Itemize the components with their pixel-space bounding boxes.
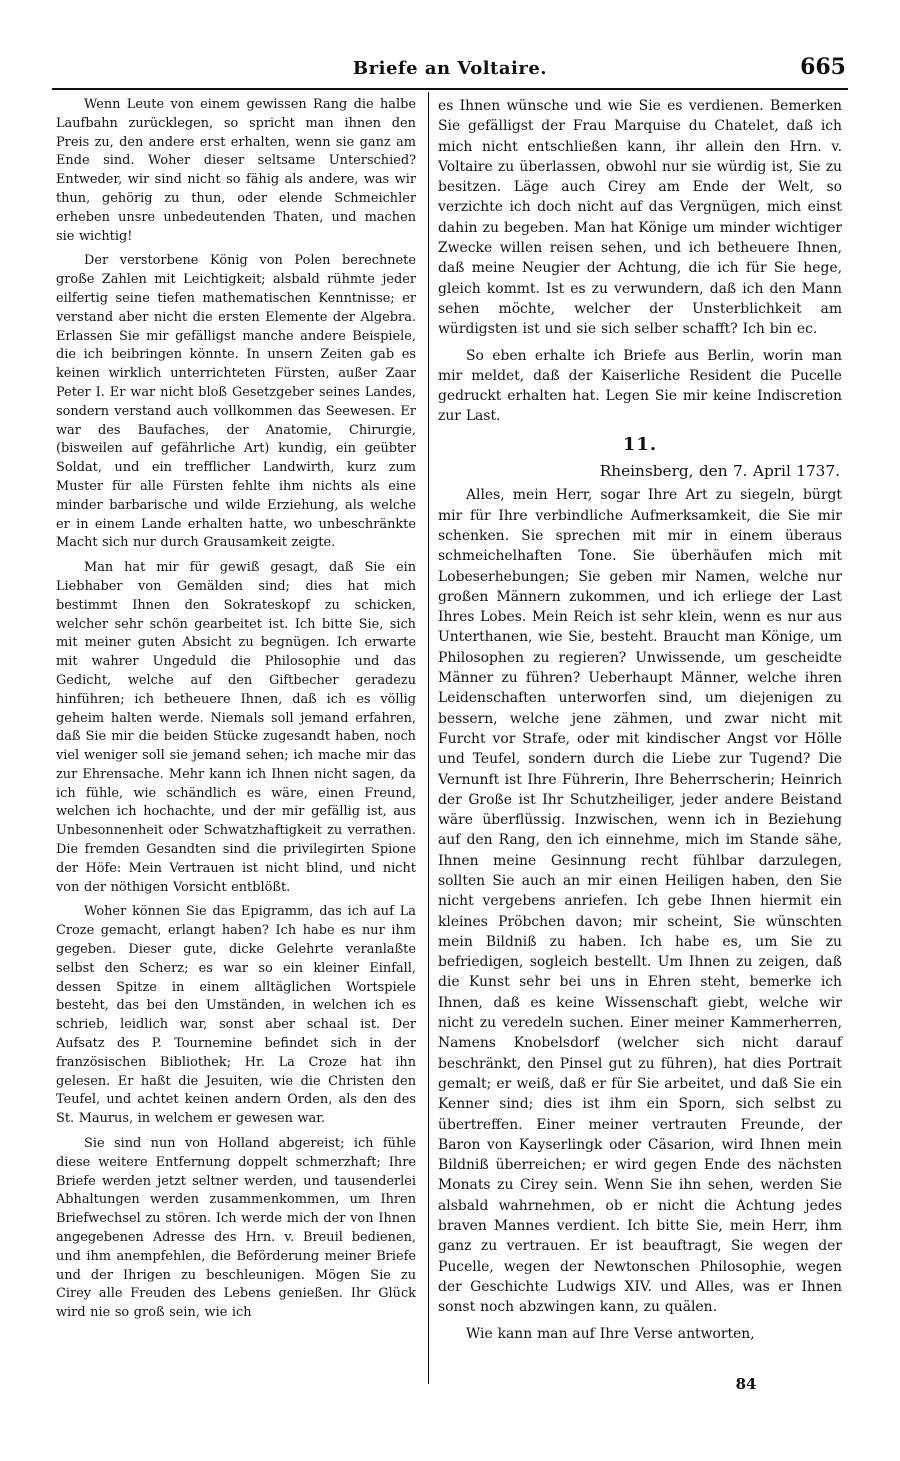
paragraph: Alles, mein Herr, sogar Ihre Art zu siegeln, bürgt mir für Ihre verbindliche Aufmerksamkeit, die Sie mir schenken. Sie sprechen mit mir in einem überaus schmeichelhaften Tone. Sie überhäufen mich mit Lobeserhebungen; Sie geben mir Namen, welche nur großen Männern zukommen, und ich erliege der Last Ihres Lobes. Mein Reich ist sehr klein, wenn es nur aus Unterthanen, wie Sie, besteht. Braucht man Könige, um Philosophen zu regieren? Unwissende, um gescheidte Männer zu führen? Ueberhaupt Männer, welche ihren Leidenschaften unterworfen sind, um diejenigen zu bessern, welche jene zähmen, und zwar nicht mit Furcht vor Strafe, oder mit kindischer Angst vor Hölle und Teufel, sondern durch die Liebe zur Tugend? Die Vernunft ist Ihre Führerin, Ihre Beherrscherin; Heinrich der Große ist Ihr Schutzheiliger, jeder andere Beistand wäre überflüssig. Inzwischen, wenn ich in Beziehung auf den Rang, den ich einnehme, mich im Stande sähe, Ihnen meine Gesinnung recht fühlbar darzulegen, sollten Sie auch an mir einen Heiligen haben, den Sie nicht vergebens anriefen. Ich gebe Ihnen hiermit ein kleines Pröbchen davon; mir scheint, Sie wünschten mein Bildniß zu haben. Ich habe es, um Sie zu befriedigen, sogleich bestellt. Um Ihnen zu zeigen, daß die Kunst sehr bei uns in Ehren steht, bemerke ich Ihnen, daß es keine Wissenschaft giebt, welche wir nicht zu veredeln suchen. Einer meiner Kammerherren, Namens Knobelsdorf (welcher sich nicht darauf beschränkt, den Pinsel gut zu führen), hat dies Portrait gemalt; er weiß, daß er für Sie arbeitet, und daß Sie ein Kenner sind; dies ist ihm ein Sporn, sich selbst zu übertreffen. Einer meiner vertrauten Freunde, der Baron von Kayserlingk oder Cäsarion, wird Ihnen mein Bildniß überreichen; er wird gegen Ende des nächsten Monats zu Cirey sein. Wenn Sie ihn sehen, werden Sie alsbald wahrnehmen, ob er nicht die Achtung jedes braven Mannes verdient. Ich bitte Sie, mein Herr, ihm ganz zu vertrauen. Er ist beauftragt, Sie wegen der Pucelle, wegen der Newtonschen Philosophie, wegen der Geschichte Ludwigs XIV. und Alles, was er Ihnen sonst noch abzwingen kann, zu quälen. [438,487,842,1316]
right-column [438,96,842,1350]
dateline: Rheinsberg, den 7. April 1737. [599,462,840,481]
letter-number: 11. [622,433,658,455]
paragraph: Wie kann man auf Ihre Verse antworten, [466,1325,755,1342]
left-column [56,96,416,1329]
column-divider [428,92,429,1384]
running-header [52,56,848,82]
header-rule [52,88,848,90]
paragraph: Wenn Leute von einem gewissen Rang die halbe Laufbahn zurücklegen, so spricht man ihnen den Preis zu, den andere erst erhalten, wenn sie ganz am Ende sind. Woher dieser seltsame Unterschied? Entweder, wir sind nicht so fähig als andere, was wir thun, gehörig zu thun, oder elende Schmeichler erheben unsre unbedeutenden Thaten, und machen sie wichtig! [56,97,416,244]
paragraph: Woher können Sie das Epigramm, das ich auf La Croze gemacht, erlangt haben? Ich habe es nur ihm gegeben. Dieser gute, dicke Gelehrte veranlaßte selbst den Scherz; es war so ein kleiner Einfall, dessen Spitze in einem alltäglichen Wortspiele besteht, das bei den Umständen, in welchen ich es schrieb, leidlich war, sonst aber schaal ist. Der Aufsatz des P. Tournemine befindet sich in der französischen Bibliothek; Hr. La Croze hat ihn gelesen. Er haßt die Jesuiten, wie die Christen den Teufel, und achtet keinen andern Orden, als den des St. Maurus, in welchem er gewesen war. [56,904,416,1127]
paragraph: Der verstorbene König von Polen berechnete große Zahlen mit Leichtigkeit; alsbald rühmte jeder eilfertig seine tiefen mathematischen Kenntnisse; er verstand aber nicht die ersten Elemente der Algebra. Erlassen Sie mir gefälligst manche andere Beispiele, die ich beibringen könnte. In unsern Zeiten gab es keinen wirklich unterrichteten Fürsten, außer Zaar Peter I. Er war nicht bloß Gesetzgeber seines Landes, sondern verstand auch vollkommen das Seewesen. Er war des Baufaches, der Anatomie, Chirurgie, (bisweilen auf gefährliche Art) kundig, ein geübter Soldat, und ein trefflicher Landwirth, kurz zum Muster für alle Fürsten fehlte ihm nichts als eine minder barbarische und wilde Erziehung, als welche er in einem Lande erhalten hatte, wo unbeschränkte Macht sich nur durch Grausamkeit zeigte. [56,253,416,551]
paragraph-continuation: es Ihnen wünsche und wie Sie es verdienen. Bemerken Sie gefälligst der Frau Marquise du Chatelet, daß ich mich nicht entschließen kann, ihr allein den Hrn. v. Voltaire zu überlassen, obwohl nur sie würdig ist, Sie zu besitzen. Läge auch Cirey am Ende der Welt, so verzichte ich doch nicht auf das Vergnügen, mich einst dahin zu begeben. Man hat Könige um minder wichtiger Zwecke willen reisen sehen, und ich betheuere Ihnen, daß meine Neugier der Achtung, die ich für Sie hege, gleich kommt. Ist es zu verwundern, daß ich den Mann sehen möchte, welcher der Unsterblichkeit am würdigsten ist und sie sich selber schafft? Ich bin ec. [438,98,842,338]
running-title: Briefe an Voltaire. [352,58,548,79]
page-number: 665 [800,54,846,80]
paragraph: So eben erhalte ich Briefe aus Berlin, worin man mir meldet, daß der Kaiserliche Resident die Pucelle gedruckt erhalten hat. Legen Sie mir keine Indiscretion zur Last. [438,347,842,425]
signature-mark: 84 [735,1375,757,1393]
paragraph: Man hat mir für gewiß gesagt, daß Sie ein Liebhaber von Gemälden sind; dies hat mich bestimmt Ihnen den Sokrateskopf zu schicken, welcher sehr schön gearbeitet ist. Ich bitte Sie, sich mit meiner guten Absicht zu begnügen. Ich erwarte mit wahrer Ungeduld die Philosophie und das Gedicht, welche auf den Giftbecher geradezu hinführen; ich betheuere Ihnen, daß ich es völlig geheim halten werde. Niemals soll jemand erfahren, daß Sie mir die beiden Stücke zugesandt haben, noch viel weniger soll sie jemand sehen; ich mache mir das zur Ehrensache. Mehr kann ich Ihnen nicht sagen, da ich fühle, wie schändlich es wäre, einen Freund, welchen ich hochachte, und der mir gefällig ist, aus Unbesonnenheit oder Schwatzhaftigkeit zu verrathen. Die fremden Gesandten sind die privilegirten Spione der Höfe: Mein Vertrauen ist nicht blind, und nicht von der nöthigen Vorsicht entblößt. [56,560,416,895]
paragraph: Sie sind nun von Holland abgereist; ich fühle diese weitere Entfernung doppelt schmerzhaft; Ihre Briefe werden jetzt seltner werden, und tausenderlei Abhaltungen werden zusammenkommen, um Ihren Briefwechsel zu stören. Ich werde mich der von Ihnen angegebenen Adresse des Hrn. v. Breuil bedienen, und ihm anempfehlen, die Beförderung meiner Briefe und der Ihrigen zu beschleunigen. Mögen Sie zu Cirey alle Freuden des Lebens genießen. Ihr Glück wird nie so groß sein, wie ich [56,1136,416,1321]
